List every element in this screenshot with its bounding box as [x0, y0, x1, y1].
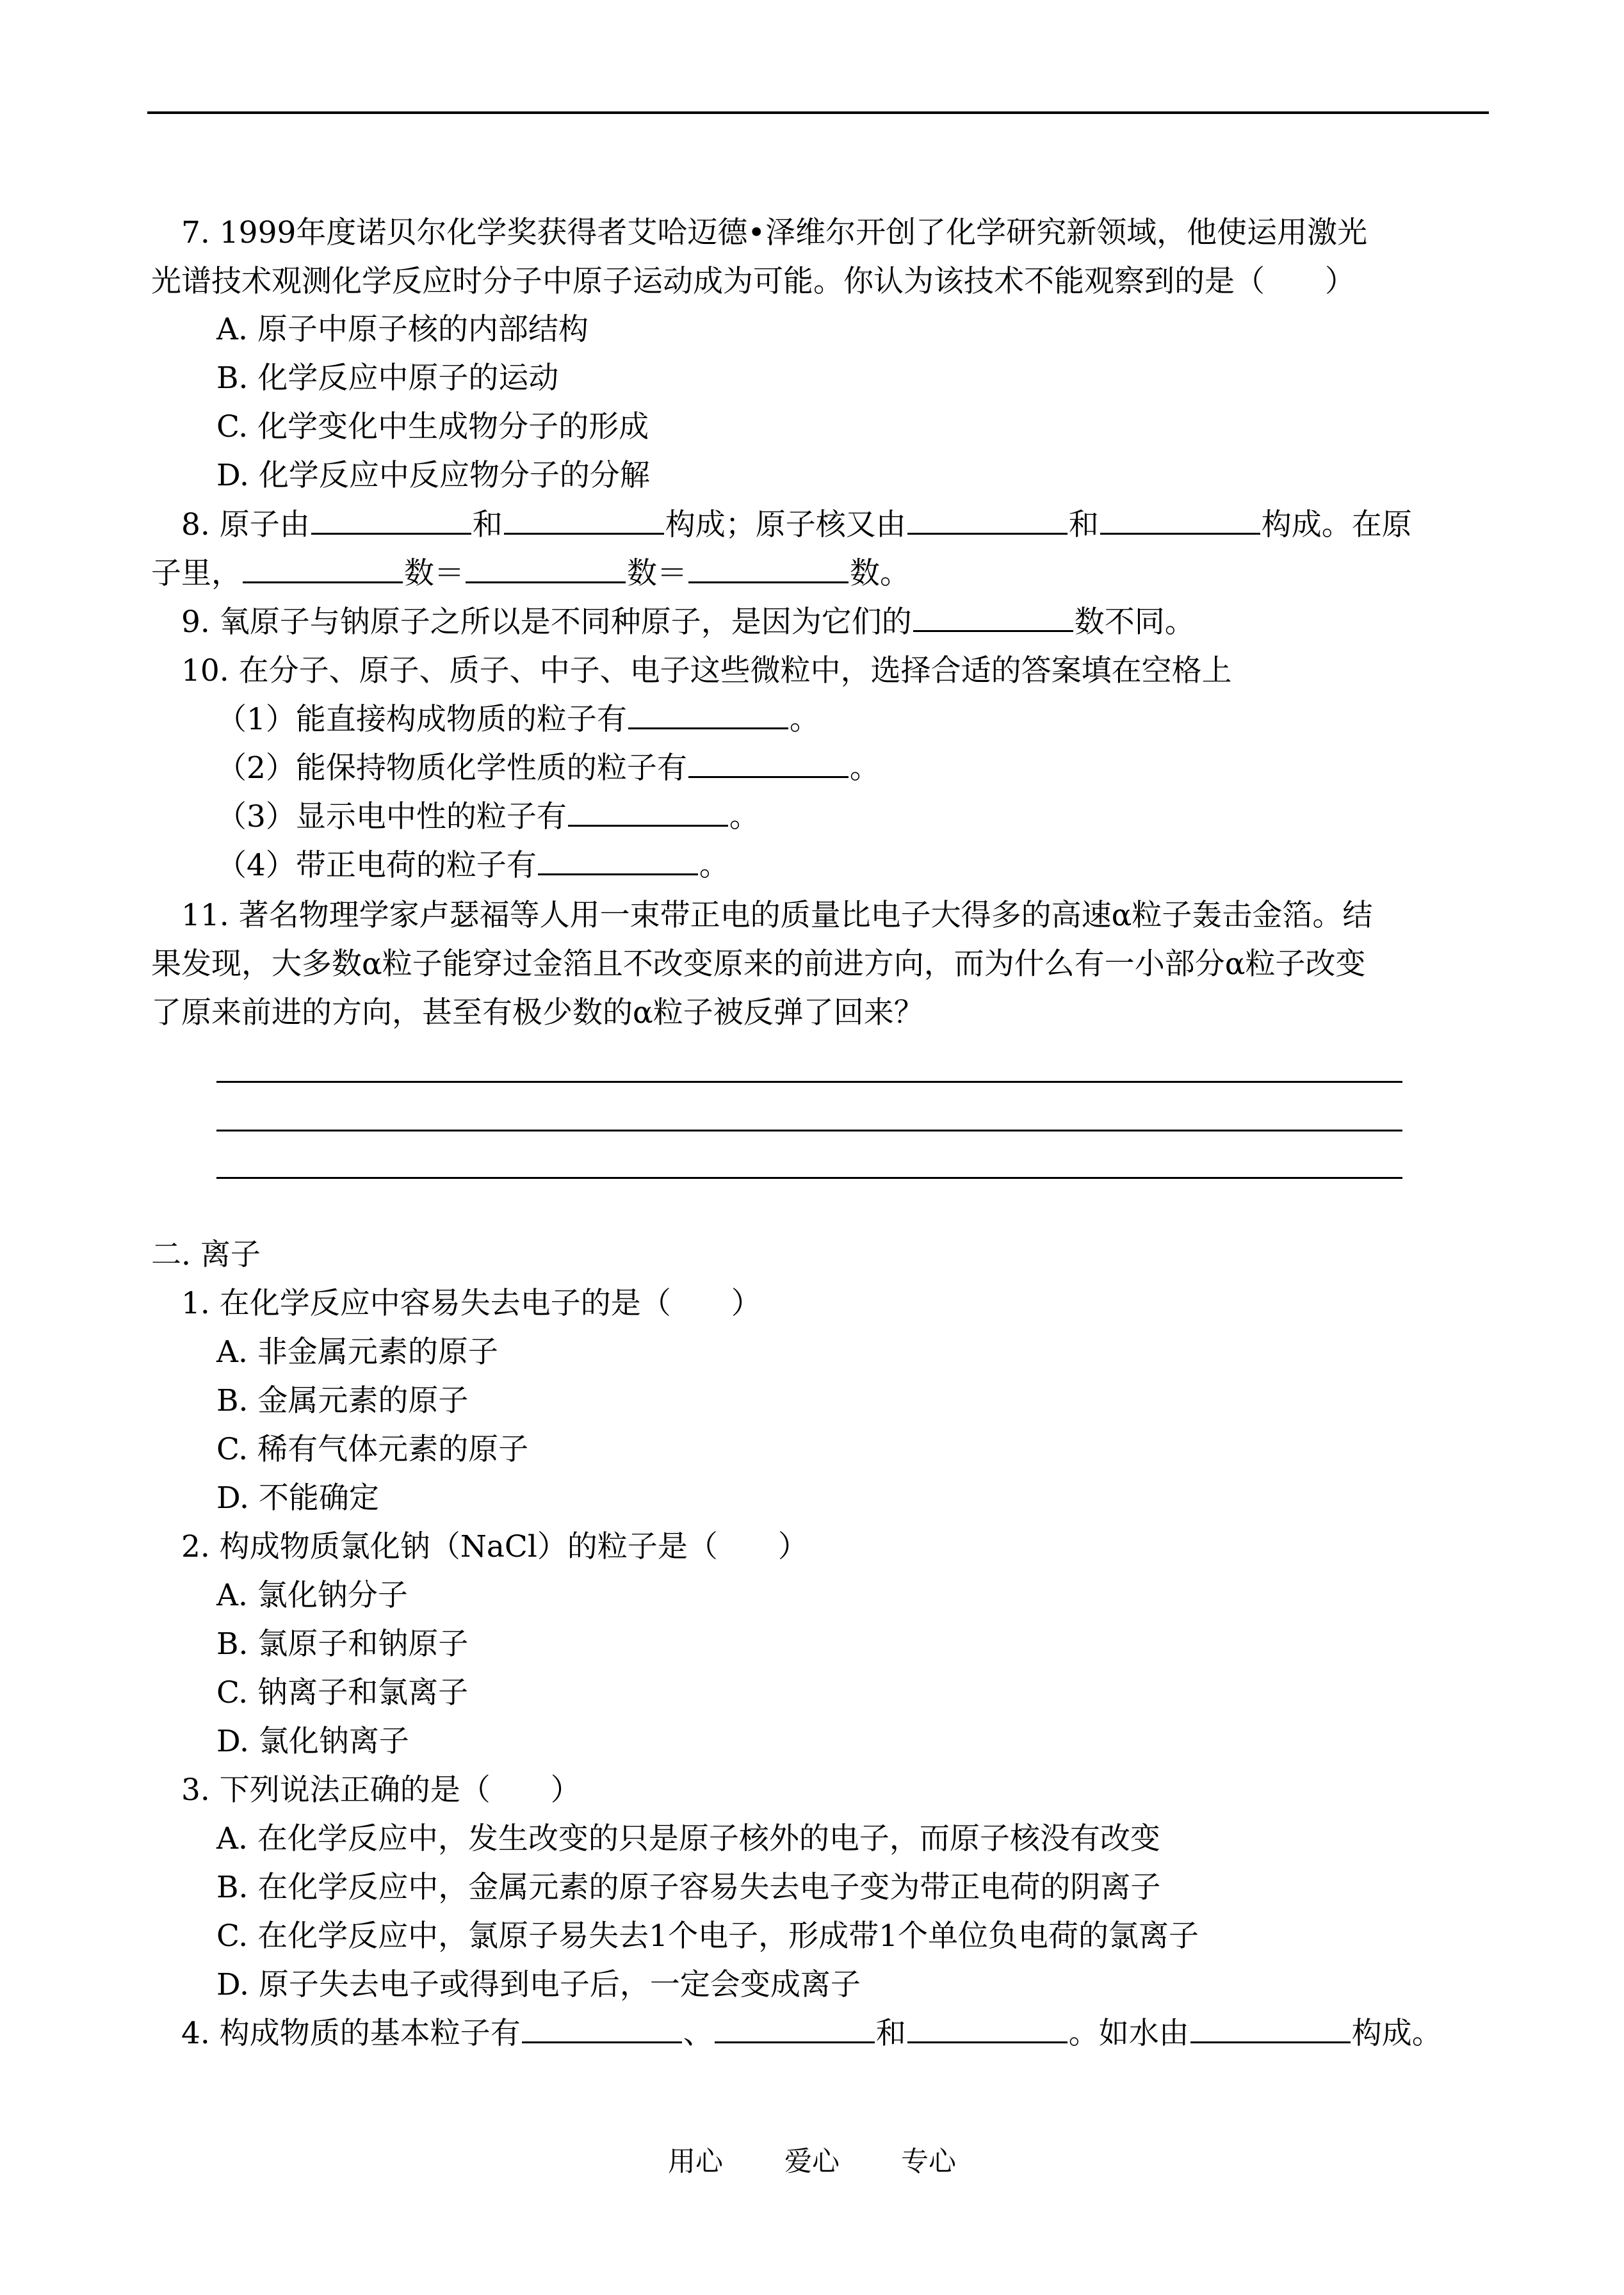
answer-blank[interactable] [688, 749, 849, 778]
q8-text-5: 构成。在原 [1261, 507, 1412, 542]
q7-line1: 7. 1999年度诺贝尔化学奖获得者艾哈迈德•泽维尔开创了化学研究新领域，他使运用激光 [181, 215, 1368, 250]
period: 。 [789, 702, 820, 737]
answer-blank[interactable] [538, 847, 698, 875]
page-footer [0, 2144, 1624, 2180]
s2q1-option-b: B. 金属元素的原子 [216, 1383, 469, 1418]
q7-option-a: A. 原子中原子核的内部结构 [216, 312, 589, 347]
s2q1-option-a: A. 非金属元素的原子 [216, 1334, 498, 1370]
q10-sub-2 [216, 749, 880, 788]
q11-line2: 果发现，大多数α粒子能穿过金箔且不改变原来的前进方向，而为什么有一小部分α粒子改变 [151, 946, 1366, 982]
s2q1-option-c: C. 稀有气体元素的原子 [216, 1432, 529, 1467]
q10-sub-2-text: （2）能保持物质化学性质的粒子有 [216, 750, 687, 786]
answer-blank[interactable] [504, 506, 664, 535]
q8-text-6: 子里， [151, 556, 241, 591]
q7-option-d: D. 化学反应中反应物分子的分解 [216, 458, 650, 493]
q8-text-4: 和 [1068, 507, 1099, 542]
answer-blank[interactable] [522, 2015, 682, 2043]
s2q3-option-d: D. 原子失去电子或得到电子后，一定会变成离子 [216, 1967, 861, 2002]
period: 。 [849, 750, 880, 786]
period: 。 [699, 848, 729, 883]
q10-stem: 10. 在分子、原子、质子、中子、电子这些微粒中，选择合适的答案填在空格上 [181, 653, 1232, 688]
q10-sub-1 [216, 701, 820, 739]
answer-line[interactable] [216, 1081, 1402, 1083]
s2q4-text-4: 。如水由 [1068, 2016, 1189, 2051]
q8-line1 [181, 506, 1412, 544]
header-rule [147, 111, 1489, 114]
answer-blank[interactable] [568, 798, 728, 827]
s2q4-line [181, 2015, 1442, 2053]
s2q3-option-c: C. 在化学反应中，氯原子易失去1个电子，形成带1个单位负电荷的氯离子 [216, 1918, 1199, 1954]
s2q3-stem: 3. 下列说法正确的是（ ） [181, 1772, 581, 1808]
footer-word-1: 用心 [668, 2146, 723, 2178]
q10-sub-4 [216, 847, 729, 885]
q11-line3: 了原来前进的方向，甚至有极少数的α粒子被反弹了回来？ [151, 995, 924, 1030]
answer-blank[interactable] [907, 506, 1068, 535]
q9-line [181, 603, 1195, 642]
s2q2-option-b: B. 氯原子和钠原子 [216, 1626, 469, 1662]
s2q4-text-1: 4. 构成物质的基本粒子有 [181, 2016, 521, 2051]
q11-line1: 11. 著名物理学家卢瑟福等人用一束带正电的质量比电子大得多的高速α粒子轰击金箔。结 [181, 898, 1373, 933]
answer-blank[interactable] [1100, 506, 1260, 535]
s2q2-option-d: D. 氯化钠离子 [216, 1724, 409, 1759]
q10-sub-3 [216, 798, 759, 836]
q8-text-3: 构成；原子核又由 [665, 507, 906, 542]
q10-sub-1-text: （1）能直接构成物质的粒子有 [216, 702, 627, 737]
section-title: 二. 离子 [151, 1237, 261, 1272]
q7-option-b: B. 化学反应中原子的运动 [216, 361, 559, 396]
answer-blank[interactable] [1190, 2015, 1351, 2043]
q7-option-c: C. 化学变化中生成物分子的形成 [216, 409, 649, 444]
q8-text-8: 数＝ [627, 556, 687, 591]
s2q1-stem: 1. 在化学反应中容易失去电子的是（ ） [181, 1286, 761, 1321]
q8-text-1: 8. 原子由 [181, 507, 310, 542]
period: 。 [729, 799, 759, 834]
s2q2-stem: 2. 构成物质氯化钠（NaCl）的粒子是（ ） [181, 1529, 808, 1564]
answer-blank[interactable] [913, 603, 1073, 632]
footer-word-3: 专心 [901, 2146, 956, 2178]
answer-blank[interactable] [715, 2015, 875, 2043]
answer-blank[interactable] [311, 506, 471, 535]
q8-text-7: 数＝ [404, 556, 464, 591]
s2q2-option-a: A. 氯化钠分子 [216, 1578, 408, 1613]
q10-sub-4-text: （4）带正电荷的粒子有 [216, 848, 537, 883]
q8-line2 [151, 555, 910, 593]
answer-blank[interactable] [466, 555, 626, 583]
q10-sub-3-text: （3）显示电中性的粒子有 [216, 799, 567, 834]
s2q3-option-b: B. 在化学反应中，金属元素的原子容易失去电子变为带正电荷的阴离子 [216, 1870, 1161, 1905]
q9-text-1: 9. 氧原子与钠原子之所以是不同种原子，是因为它们的 [181, 604, 912, 640]
q8-text-2: 和 [472, 507, 503, 542]
s2q3-option-a: A. 在化学反应中，发生改变的只是原子核外的电子，而原子核没有改变 [216, 1821, 1160, 1856]
answer-line[interactable] [216, 1130, 1402, 1131]
q8-text-9: 数。 [850, 556, 910, 591]
s2q2-option-c: C. 钠离子和氯离子 [216, 1675, 469, 1710]
q7-line2: 光谱技术观测化学反应时分子中原子运动成为可能。你认为该技术不能观察到的是（ ） [151, 264, 1355, 299]
s2q4-text-5: 构成。 [1351, 2016, 1442, 2051]
s2q4-text-2: 、 [683, 2016, 713, 2051]
s2q1-option-d: D. 不能确定 [216, 1480, 379, 1516]
answer-blank[interactable] [243, 555, 403, 583]
answer-blank[interactable] [907, 2015, 1068, 2043]
q9-text-2: 数不同。 [1074, 604, 1195, 640]
answer-line[interactable] [216, 1177, 1402, 1179]
footer-word-2: 爱心 [784, 2146, 840, 2178]
s2q4-text-3: 和 [875, 2016, 906, 2051]
answer-blank[interactable] [688, 555, 849, 583]
answer-blank[interactable] [628, 701, 788, 729]
